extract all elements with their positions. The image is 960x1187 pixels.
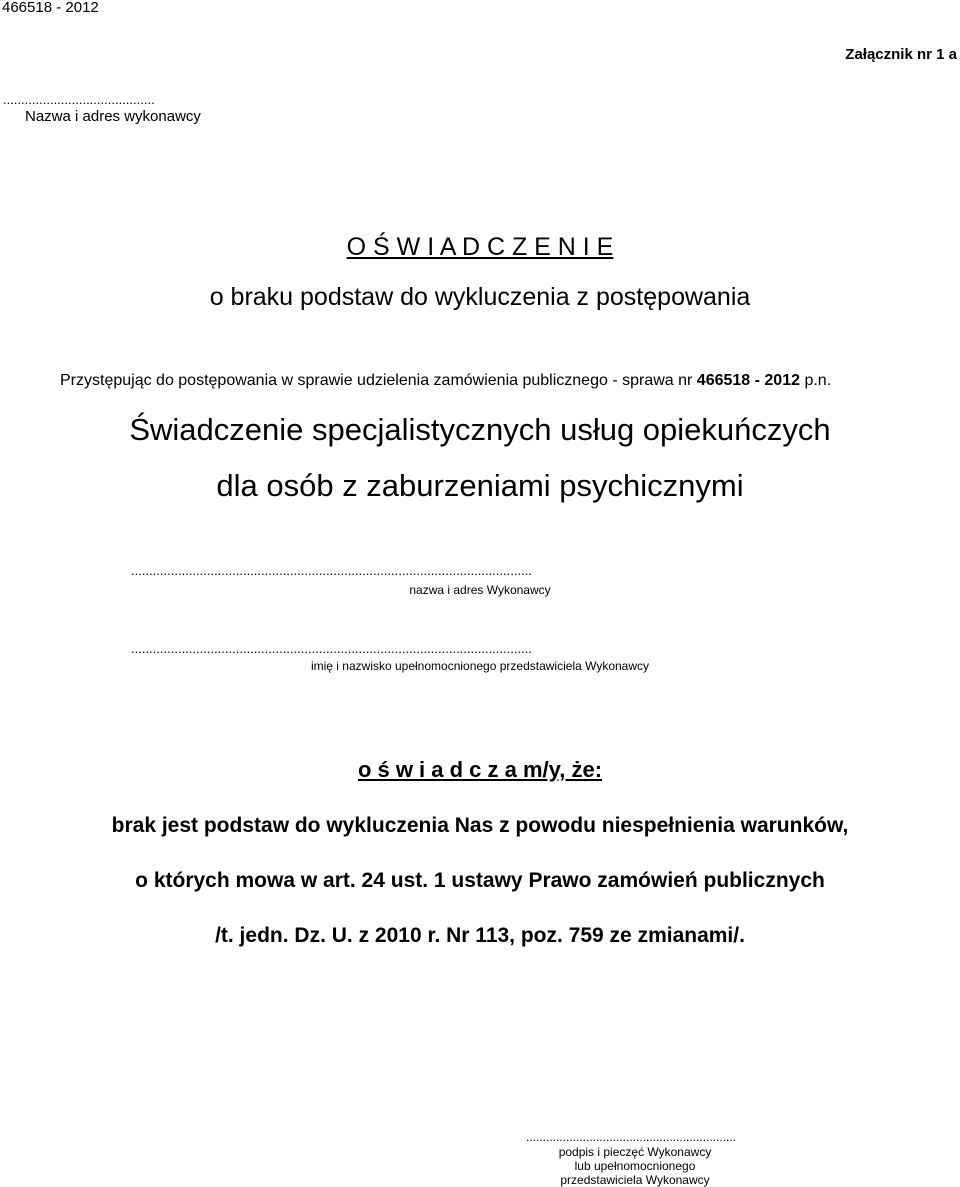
- declaration-line-2: o których mowa w art. 24 ust. 1 ustawy Prawo zamówień publicznych: [135, 869, 825, 892]
- signature-block: [530, 1145, 740, 1187]
- declaration-line-1: brak jest podstaw do wykluczenia Nas z powodu niespełnienia warunków,: [111, 814, 849, 837]
- annex-label: Załącznik nr 1 a: [845, 46, 957, 63]
- document-title: O Ś W I A D C Z E N I E: [346, 233, 614, 261]
- intro-paragraph: [60, 372, 831, 390]
- contractor-dotted-line: ..........................................: [3, 92, 155, 107]
- signature-dotted-line: ...............................................................: [526, 1130, 737, 1144]
- page-reference: 466518 - 2012: [2, 0, 99, 16]
- subject-line-2: dla osób z zaburzeniami psychicznymi: [216, 468, 744, 503]
- declaration-line-3: /t. jedn. Dz. U. z 2010 r. Nr 113, poz. 759 ze zmianami/.: [215, 924, 745, 947]
- declaration-heading: o ś w i a d c z a m/y, że:: [357, 757, 603, 782]
- intro-prefix: Przystępując do postępowania w sprawie udzielenia zamówienia publicznego - sprawa nr: [60, 372, 697, 389]
- document-subtitle: o braku podstaw do wykluczenia z postępowania: [209, 283, 751, 311]
- signature-label-2: lub upełnomocnionego: [574, 1159, 696, 1173]
- name-dotted-line: ...............................................................................................................: [131, 563, 532, 578]
- representative-dotted-line: ...............................................................................................................: [131, 641, 532, 656]
- case-number: 466518 - 2012: [696, 372, 800, 389]
- signature-label-1: podpis i pieczęć Wykonawcy: [558, 1145, 712, 1159]
- signature-label-3: przedstawiciela Wykonawcy: [560, 1173, 710, 1187]
- name-address-label: nazwa i adres Wykonawcy: [409, 583, 551, 597]
- contractor-name-label: Nazwa i adres wykonawcy: [25, 108, 201, 125]
- intro-suffix: p.n.: [800, 372, 832, 389]
- representative-label: imię i nazwisko upełnomocnionego przedstawiciela Wykonawcy: [310, 659, 650, 673]
- subject-line-1: Świadczenie specjalistycznych usług opiekuńczych: [129, 412, 831, 447]
